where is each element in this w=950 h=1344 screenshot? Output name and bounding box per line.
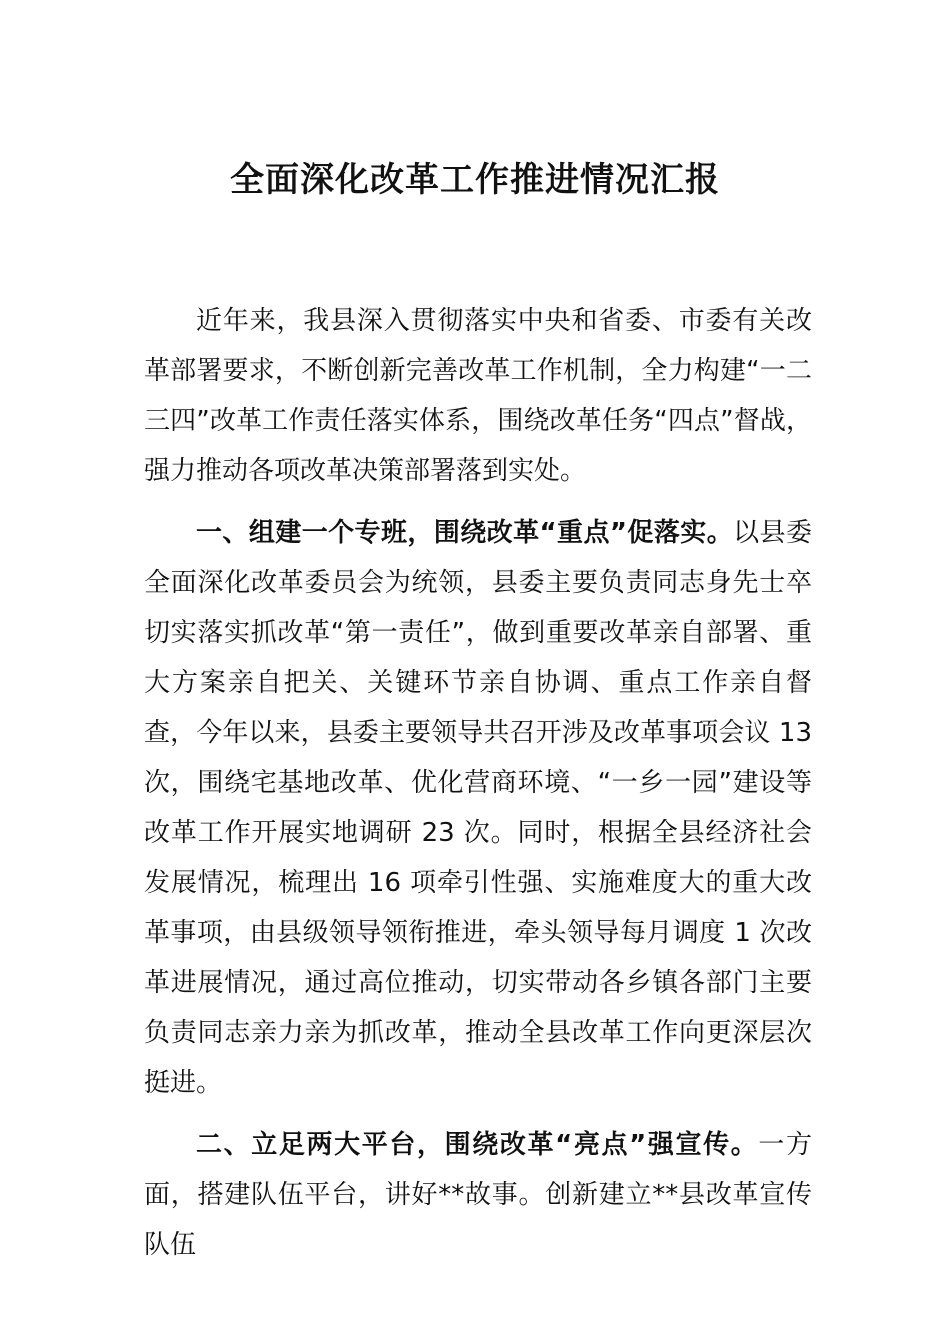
section-1-paragraph	[144, 508, 812, 1108]
section-1-text: 以县委全面深化改革委员会为统领，县委主要负责同志身先士卒切实落实抓改革“第一责任”，做到重要改革亲自部署、重大方案亲自把关、关键环节亲自协调、重点工作亲自督查，今年以来，县委主要领导共召开涉及改革事项会议 13 次，围绕宅基地改革、优化营商环境、“一乡一园”建设等改革工作开展实地调研 23 次。同时，根据全县经济社会发展情况，梳理出 16 项牵引性强、实施难度大的重大改革事项，由县级领导领衔推进，牵头领导每月调度 1 次改革进展情况，通过高位推动，切实带动各乡镇各部门主要负责同志亲力亲为抓改革，推动全县改革工作向更深层次挺进。	[144, 518, 812, 1098]
document-body	[144, 296, 812, 1270]
section-2-text: 一方面，搭建队伍平台，讲好**故事。创新建立**县改革宣传队伍	[144, 1130, 812, 1260]
section-2-heading: 二、立足两大平台，围绕改革“亮点”强宣传。	[196, 1130, 759, 1160]
section-1-heading: 一、组建一个专班，围绕改革“重点”促落实。	[196, 518, 734, 548]
intro-paragraph: 近年来，我县深入贯彻落实中央和省委、市委有关改革部署要求，不断创新完善改革工作机制，全力构建“一二三四”改革工作责任落实体系，围绕改革任务“四点”督战，强力推动各项改革决策部署落到实处。	[144, 306, 812, 486]
section-2-paragraph	[144, 1120, 812, 1270]
document-title: 全面深化改革工作推进情况汇报	[230, 160, 720, 200]
